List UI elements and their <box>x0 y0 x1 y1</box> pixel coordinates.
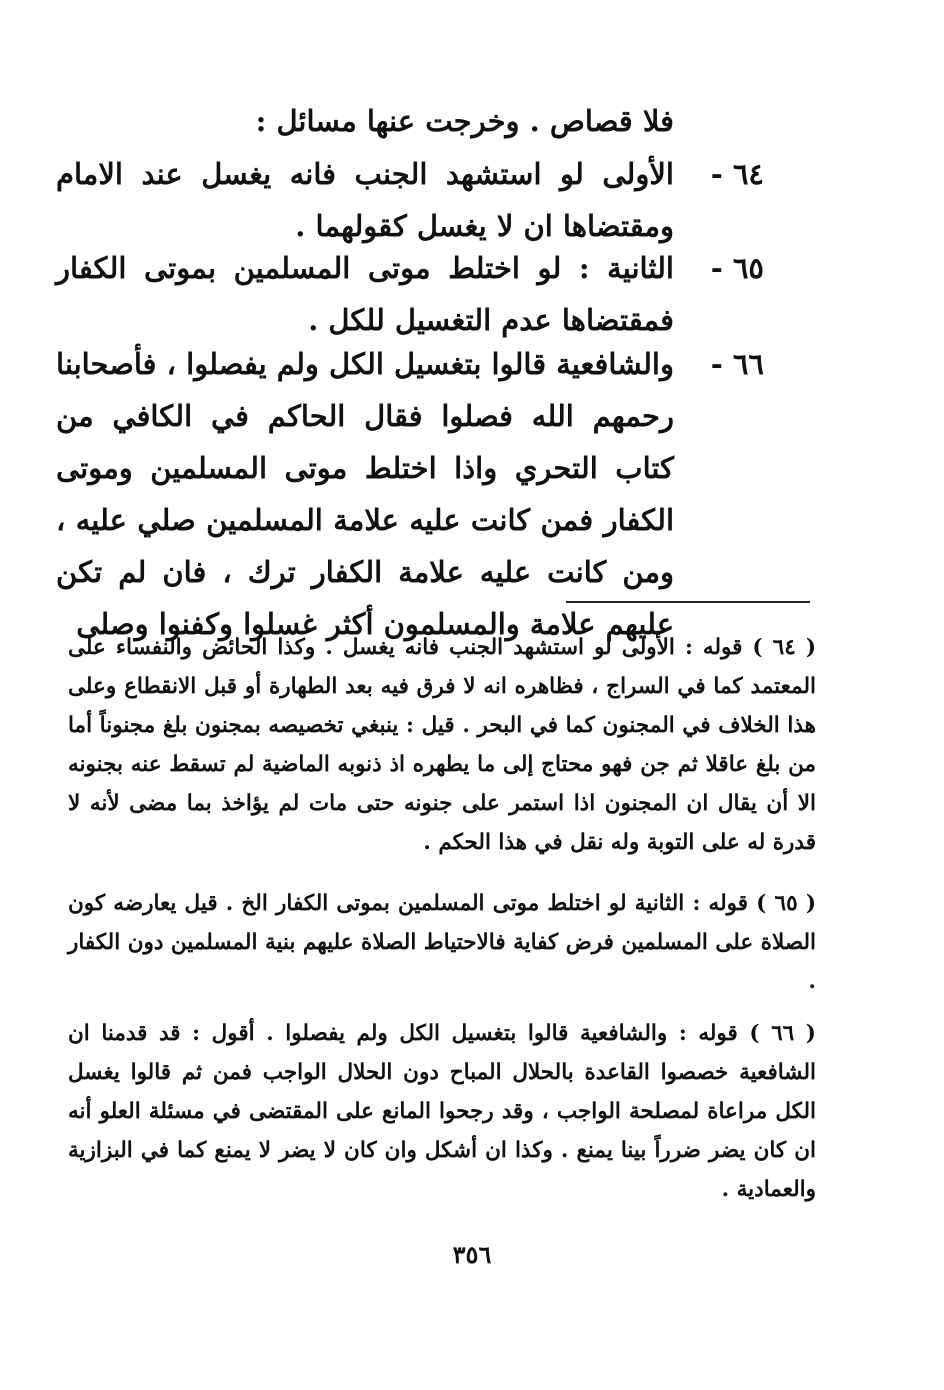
footnote-label-65: ( ٦٥ ) قوله : <box>692 891 816 916</box>
issue-number-65: ٦٥ - <box>710 251 764 285</box>
issue-text-65: الثانية : لو اختلط موتى المسلمين بموتى الكفار فمقتضاها عدم التغسيل للكل . <box>56 251 674 337</box>
footnote-text-64: الأولى لو استشهد الجنب فانه يغسل . وكذا الحائض والنفساء على المعتمد كما في السراج ، فظاهره انه لا فرق فيه بعد الطهارة أو قبل الانقطاع وعلى هذا الخلاف في المجنون كما في البحر . قيل : ينبغي تخصيصه بمجنون بلغ مجنوناً أما من بلغ عاقلا ثم جن فهو محتاج إلى ما يطهره اذ ذنوبه الماضية لم تسقط عنه بجنونه الا أن يقال ان المجنون اذا استمر على جنونه حتى مات لم يؤاخذ بما مضى لأنه لا قدرة له على التوبة وله نقل في هذا الحكم . <box>68 635 816 855</box>
footnote-separator <box>566 601 810 603</box>
footnote-label-64: ( ٦٤ ) قوله : <box>684 635 816 660</box>
intro-line: فلا قصاص . وخرجت عنها مسائل : <box>255 104 674 138</box>
page-number: ٣٥٦ <box>452 1240 492 1269</box>
footnote-64 <box>68 628 816 862</box>
issue-number-64: ٦٤ - <box>710 157 764 191</box>
footnote-65 <box>68 884 816 1001</box>
footnote-label-66: ( ٦٦ ) قوله : <box>678 1021 816 1046</box>
footnote-text-65: الثانية لو اختلط موتى المسلمين بموتى الكفار الخ . قيل يعارضه كون الصلاة على المسلمين فرض كفاية فالاحتياط الصلاة عليهم بنية المسلمين دون الكفار . <box>68 891 816 994</box>
footnote-66 <box>68 1014 816 1209</box>
footnote-text-66: والشافعية قالوا بتغسيل الكل ولم يفصلوا . أقول : قد قدمنا ان الشافعية خصصوا القاعدة بالحلال المباح دون الحلال الواجب فمن ثم قالوا يغسل الكل مراعاة لمصلحة الواجب ، وقد رجحوا المانع على المقتضى في مسئلة العلو أنه ان كان يضر ضرراً بينا يمنع . وكذا ان أشكل وان كان لا يضر لا يمنع كما في البزازية والعمادية . <box>68 1021 816 1202</box>
issue-text-66: والشافعية قالوا بتغسيل الكل ولم يفصلوا ، فأصحابنا رحمهم الله فصلوا فقال الحاكم في الكافي من كتاب التحري واذا اختلط موتى المسلمين وموتى الكفار فمن كانت عليه علامة المسلمين صلي عليه ، ومن كانت عليه علامة الكفار ترك ، فان لم تكن عليهم علامة والمسلمون أكثر غسلوا وكفنوا وصلى <box>56 347 674 641</box>
issue-number-66: ٦٦ - <box>710 347 764 381</box>
issue-text-64: الأولى لو استشهد الجنب فانه يغسل عند الامام ومقتضاها ان لا يغسل كقولهما . <box>56 157 674 243</box>
